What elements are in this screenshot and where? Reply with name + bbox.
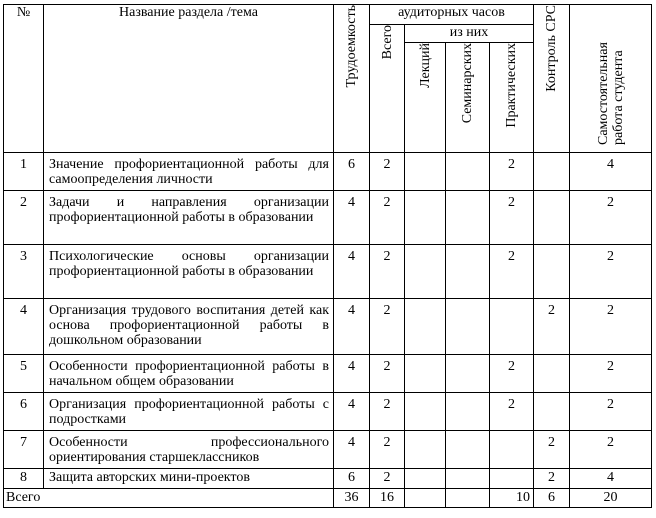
row-control: 2 [534, 431, 570, 469]
row-practical [490, 299, 534, 355]
row-seminars [446, 299, 490, 355]
row-seminars [446, 431, 490, 469]
row-practical: 2 [490, 191, 534, 245]
row-num: 4 [4, 299, 44, 355]
table-row [4, 355, 652, 393]
row-total: 2 [370, 393, 405, 431]
table-row [4, 431, 652, 469]
row-seminars [446, 153, 490, 191]
row-total: 2 [370, 245, 405, 299]
header-lectures: Лекций [405, 43, 446, 153]
row-num: 8 [4, 469, 44, 489]
curriculum-table [3, 4, 652, 508]
totals-independent: 20 [570, 489, 652, 508]
row-total: 2 [370, 191, 405, 245]
row-labor: 4 [334, 245, 370, 299]
row-practical [490, 431, 534, 469]
row-labor: 4 [334, 355, 370, 393]
row-control: 2 [534, 469, 570, 489]
row-num: 2 [4, 191, 44, 245]
row-independent: 2 [570, 431, 652, 469]
row-independent: 2 [570, 393, 652, 431]
row-independent: 2 [570, 355, 652, 393]
row-lectures [405, 153, 446, 191]
header-auditorium: аудиторных часов [370, 5, 534, 25]
row-practical: 2 [490, 153, 534, 191]
header-labor: Трудоемкость [334, 5, 370, 153]
row-labor: 4 [334, 299, 370, 355]
row-seminars [446, 469, 490, 489]
row-topic: Значение профориентационной работы для самоопределения личности [44, 153, 334, 191]
row-num: 3 [4, 245, 44, 299]
row-total: 2 [370, 299, 405, 355]
totals-lectures [405, 489, 446, 508]
row-independent: 2 [570, 191, 652, 245]
totals-total: 16 [370, 489, 405, 508]
totals-seminars [446, 489, 490, 508]
row-lectures [405, 393, 446, 431]
header-control: Контроль СРС [534, 5, 570, 153]
row-num: 1 [4, 153, 44, 191]
totals-control: 6 [534, 489, 570, 508]
row-labor: 4 [334, 191, 370, 245]
totals-row [4, 489, 652, 508]
row-seminars [446, 355, 490, 393]
row-labor: 4 [334, 431, 370, 469]
row-practical [490, 469, 534, 489]
row-lectures [405, 355, 446, 393]
row-practical: 2 [490, 355, 534, 393]
totals-label: Всего [4, 489, 334, 508]
header-practical: Практических [490, 43, 534, 153]
row-seminars [446, 393, 490, 431]
row-labor: 6 [334, 469, 370, 489]
row-topic: Защита авторских мини-проектов [44, 469, 334, 489]
header-of-them: из них [405, 25, 534, 43]
row-topic: Организация трудового воспитания детей как основа профориентационной работы в дошкольном образовании [44, 299, 334, 355]
table-row [4, 245, 652, 299]
header-topic: Название раздела /тема [44, 5, 334, 153]
table-row [4, 299, 652, 355]
row-topic: Особенности профессионального ориентирования старшеклассников [44, 431, 334, 469]
row-lectures [405, 245, 446, 299]
row-topic: Психологические основы организации профориентационной работы в образовании [44, 245, 334, 299]
row-topic: Задачи и направления организации профориентационной работы в образовании [44, 191, 334, 245]
header-num: № [4, 5, 44, 153]
row-total: 2 [370, 153, 405, 191]
header-seminars: Семинарских [446, 43, 490, 153]
row-labor: 4 [334, 393, 370, 431]
row-control [534, 245, 570, 299]
row-num: 6 [4, 393, 44, 431]
row-seminars [446, 191, 490, 245]
row-practical: 2 [490, 245, 534, 299]
row-control [534, 191, 570, 245]
row-seminars [446, 245, 490, 299]
row-control: 2 [534, 299, 570, 355]
row-control [534, 393, 570, 431]
row-total: 2 [370, 469, 405, 489]
row-practical: 2 [490, 393, 534, 431]
row-independent: 2 [570, 245, 652, 299]
row-independent: 4 [570, 153, 652, 191]
row-total: 2 [370, 355, 405, 393]
row-num: 5 [4, 355, 44, 393]
totals-labor: 36 [334, 489, 370, 508]
row-control [534, 355, 570, 393]
header-total: Всего [370, 25, 405, 153]
row-topic: Организация профориентационной работы с подростками [44, 393, 334, 431]
row-labor: 6 [334, 153, 370, 191]
row-independent: 4 [570, 469, 652, 489]
header-independent: Самостоятельная работа студента [570, 5, 652, 153]
row-total: 2 [370, 431, 405, 469]
row-lectures [405, 469, 446, 489]
row-num: 7 [4, 431, 44, 469]
table-row [4, 153, 652, 191]
row-lectures [405, 299, 446, 355]
row-lectures [405, 191, 446, 245]
row-independent: 2 [570, 299, 652, 355]
row-lectures [405, 431, 446, 469]
totals-practical: 10 [490, 489, 534, 508]
row-control [534, 153, 570, 191]
table-row [4, 393, 652, 431]
row-topic: Особенности профориентационной работы в начальном общем образовании [44, 355, 334, 393]
table-row [4, 191, 652, 245]
table-row [4, 469, 652, 489]
